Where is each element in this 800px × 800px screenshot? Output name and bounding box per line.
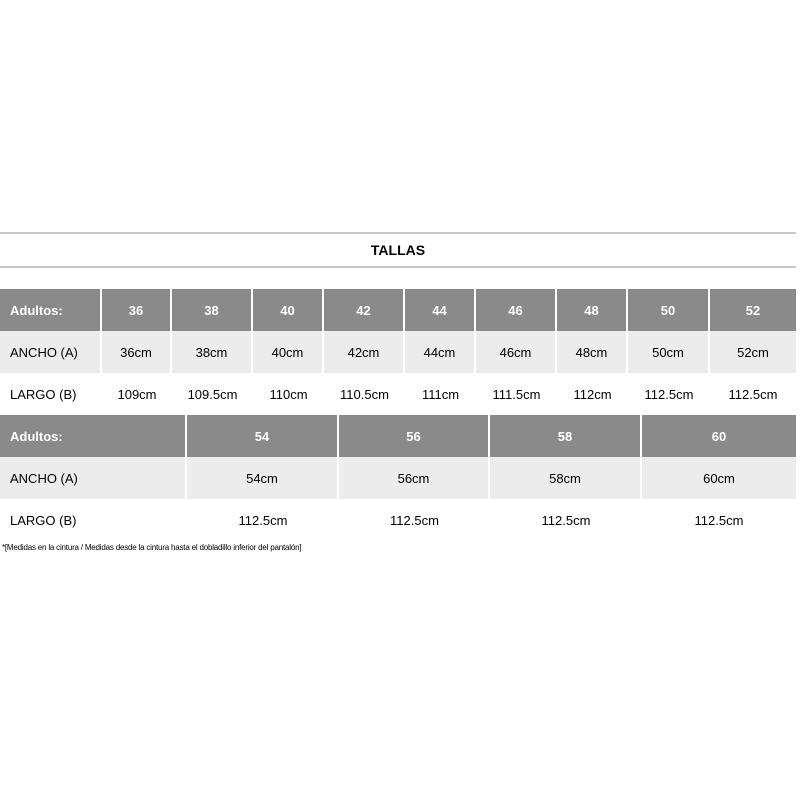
table-cell: 112.5cm (339, 499, 490, 541)
row-label: ANCHO (A) (0, 457, 187, 499)
table2-header-row (0, 415, 796, 457)
table-cell: 109cm (102, 373, 172, 415)
table-cell: 40cm (253, 331, 324, 373)
table-cell: 112.5cm (710, 373, 796, 415)
header-cell: 48 (557, 289, 628, 331)
header-cell: 60 (642, 415, 796, 457)
table2-ancho-row (0, 457, 796, 499)
row-label: LARGO (B) (0, 499, 187, 541)
table-cell: 109.5cm (172, 373, 253, 415)
header-cell: 54 (187, 415, 339, 457)
table1-ancho-row (0, 331, 796, 373)
header-cell: Adultos: (0, 289, 102, 331)
table-cell: 111cm (405, 373, 476, 415)
table-cell: 42cm (324, 331, 405, 373)
header-cell: 58 (490, 415, 642, 457)
table-cell: 110.5cm (324, 373, 405, 415)
header-cell: 36 (102, 289, 172, 331)
header-cell: Adultos: (0, 415, 187, 457)
table-cell: 58cm (490, 457, 642, 499)
footnote: *[Medidas en la cintura / Medidas desde la cintura hasta el dobladillo inferior del pantalón] (2, 543, 302, 552)
table-cell: 112.5cm (642, 499, 796, 541)
table-cell: 112cm (557, 373, 628, 415)
table-cell: 54cm (187, 457, 339, 499)
table-cell: 48cm (557, 331, 628, 373)
table-cell: 112.5cm (490, 499, 642, 541)
table-cell: 44cm (405, 331, 476, 373)
table2-largo-row (0, 499, 796, 541)
size-chart-title: TALLAS (0, 232, 796, 268)
table1-largo-row (0, 373, 796, 415)
table-cell: 112.5cm (628, 373, 710, 415)
table-cell: 60cm (642, 457, 796, 499)
row-label: ANCHO (A) (0, 331, 102, 373)
header-cell: 50 (628, 289, 710, 331)
table-cell: 50cm (628, 331, 710, 373)
header-cell: 42 (324, 289, 405, 331)
header-cell: 46 (476, 289, 557, 331)
row-label: LARGO (B) (0, 373, 102, 415)
table-cell: 56cm (339, 457, 490, 499)
header-cell: 56 (339, 415, 490, 457)
table-cell: 52cm (710, 331, 796, 373)
table-cell: 112.5cm (187, 499, 339, 541)
table-cell: 38cm (172, 331, 253, 373)
table1-header-row (0, 289, 796, 331)
header-cell: 38 (172, 289, 253, 331)
table-cell: 110cm (253, 373, 324, 415)
header-cell: 44 (405, 289, 476, 331)
table-cell: 111.5cm (476, 373, 557, 415)
table-cell: 46cm (476, 331, 557, 373)
header-cell: 40 (253, 289, 324, 331)
table-cell: 36cm (102, 331, 172, 373)
header-cell: 52 (710, 289, 796, 331)
